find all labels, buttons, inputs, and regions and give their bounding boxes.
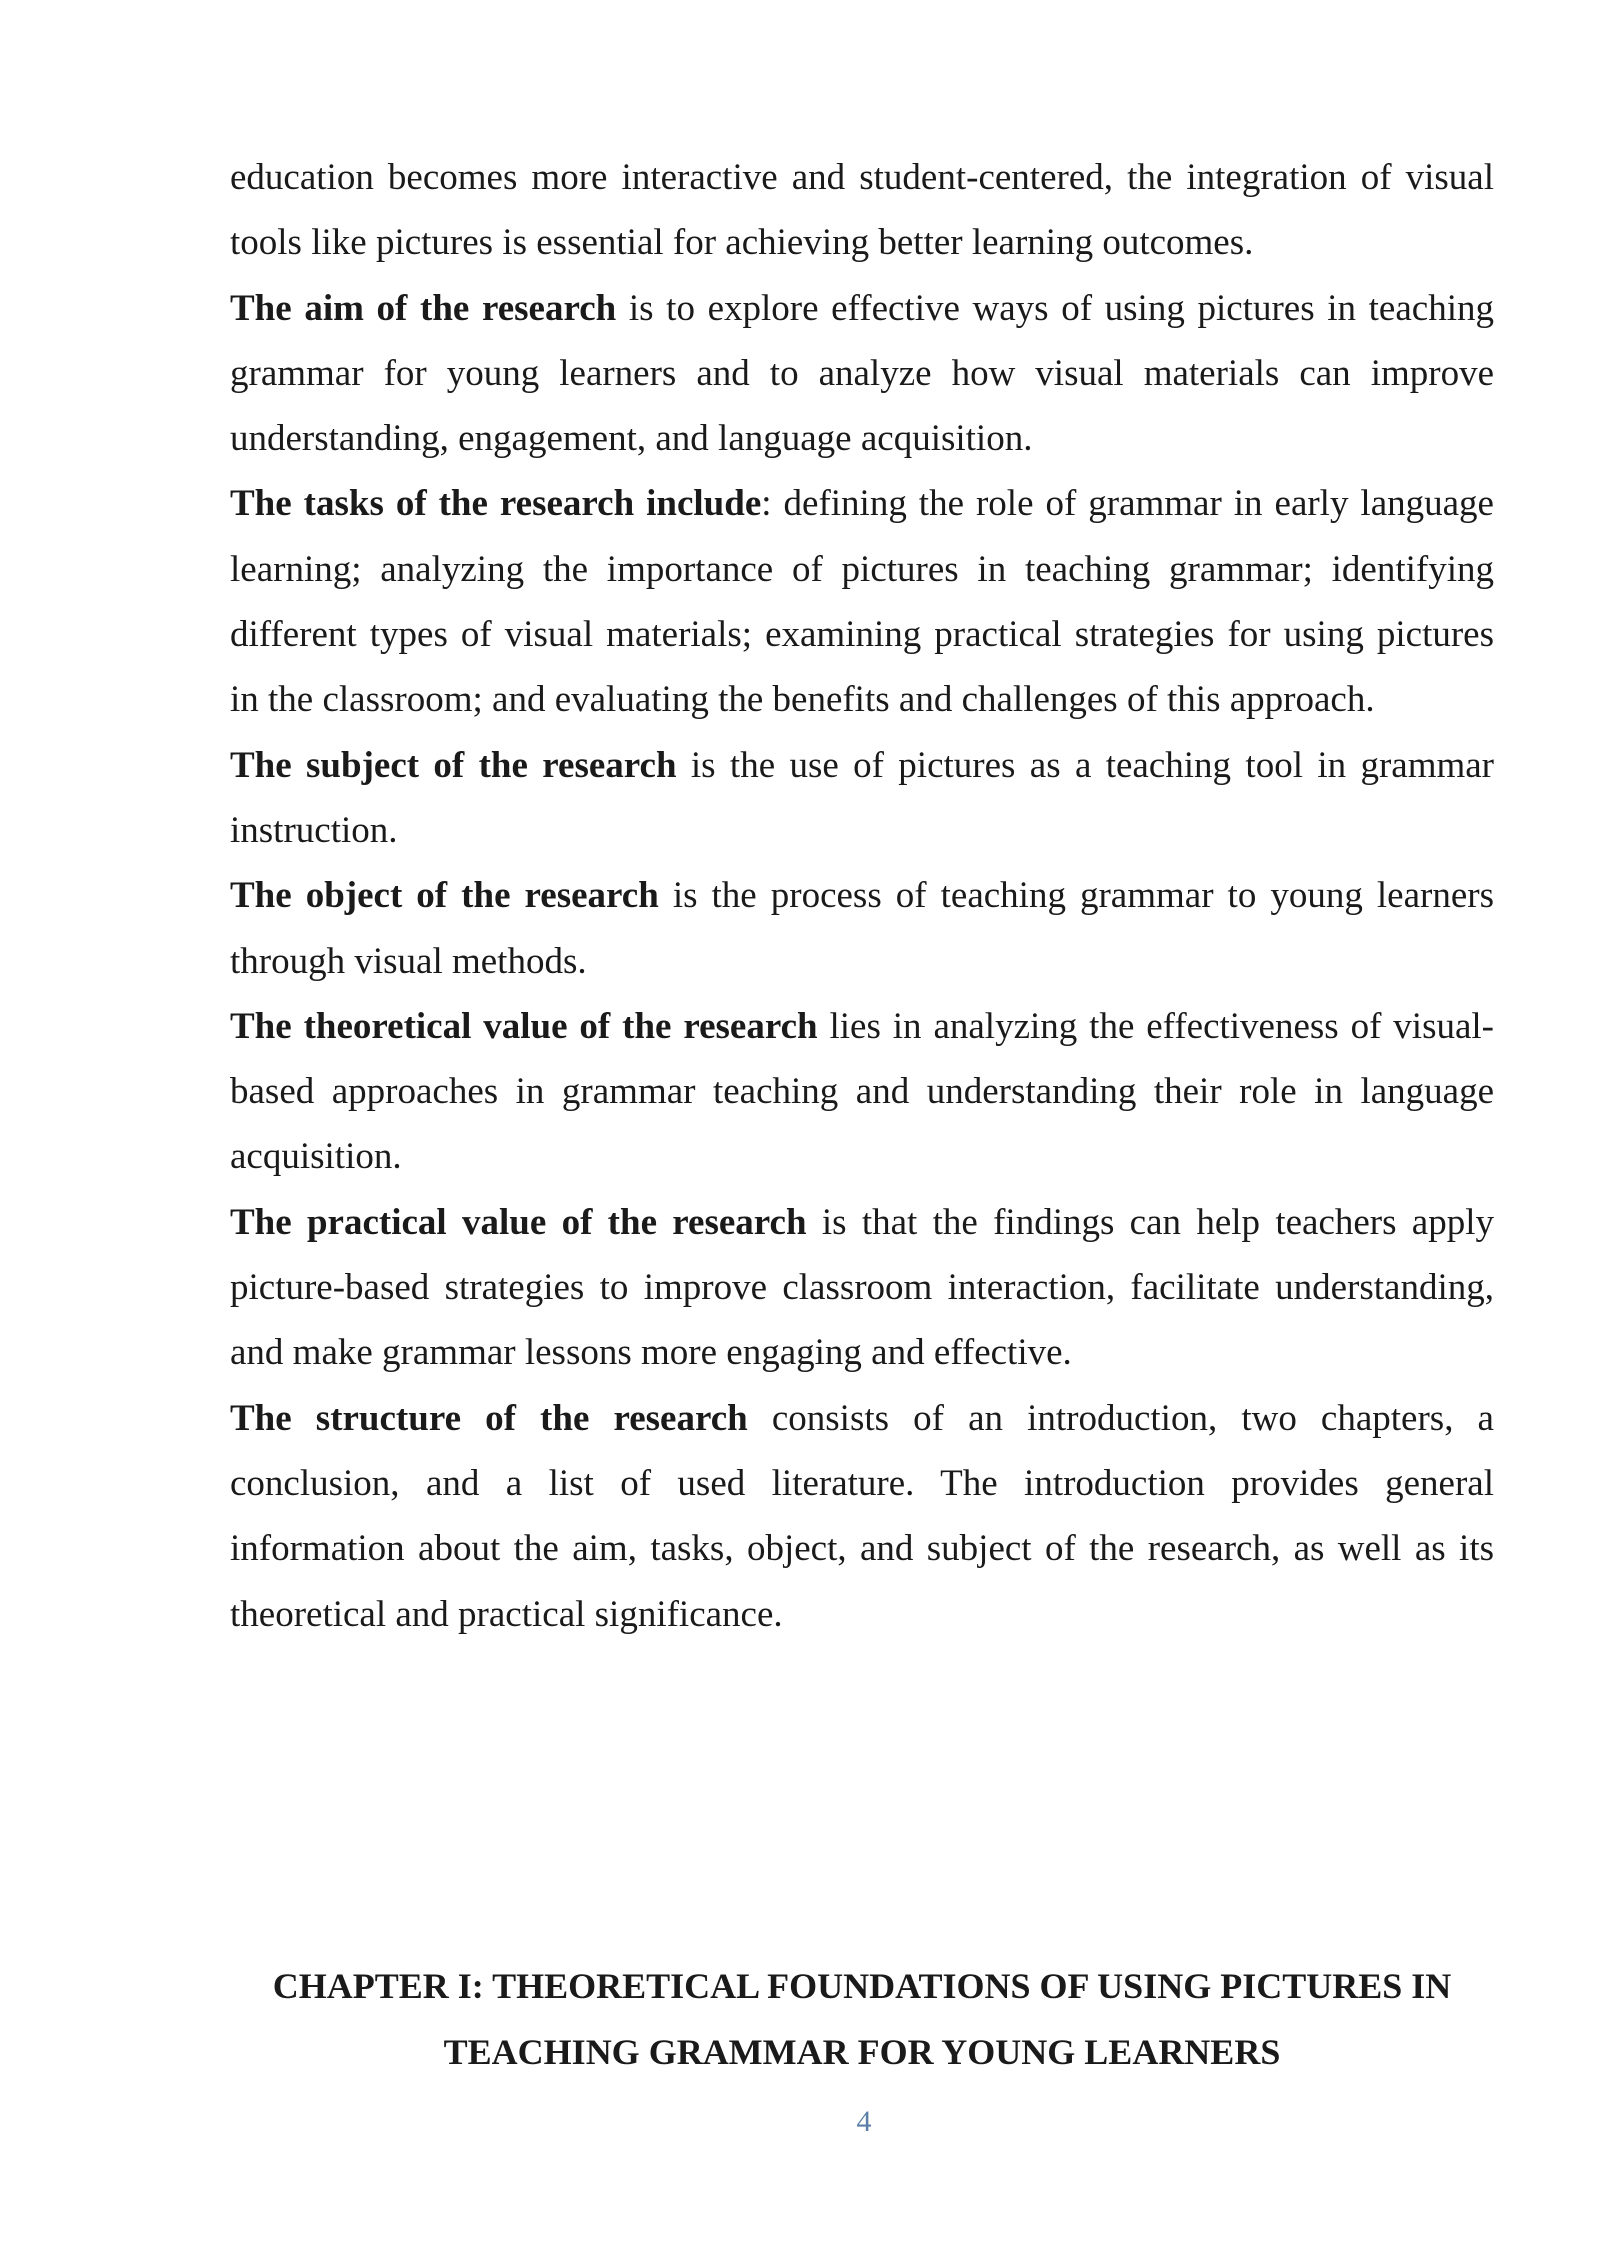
chapter-heading-line-2: TEACHING GRAMMAR FOR YOUNG LEARNERS (443, 2032, 1281, 2072)
paragraph-practical-value (230, 1190, 1494, 1386)
paragraph-lead: The theoretical value of the research (230, 1005, 818, 1047)
paragraph-object (230, 863, 1494, 994)
paragraph-lead: The structure of the research (230, 1397, 748, 1439)
chapter-heading-line-1: CHAPTER I: THEORETICAL FOUNDATIONS OF USING PICTURES IN (272, 1966, 1452, 2006)
paragraph-aim (230, 276, 1494, 472)
paragraph-lead: The tasks of the research include (230, 483, 762, 525)
paragraph-lead: The object of the research (230, 875, 659, 917)
page-number: 4 (856, 2105, 872, 2138)
paragraph-text: is the use of pictures as a teaching tool in grammar instruction. (230, 744, 1494, 851)
body-text (230, 145, 1494, 1647)
paragraph-lead: The practical value of the research (230, 1201, 807, 1243)
paragraph-structure (230, 1386, 1494, 1647)
paragraph-text: is to explore effective ways of using pictures in teaching grammar for young learners and to analyze how visual materials can improve understanding, engagement, and language acquisition. (230, 287, 1494, 460)
paragraph-text: education becomes more interactive and student-centered, the integration of visual tools like pictures is essential for achieving better learning outcomes. (230, 157, 1494, 264)
paragraph-text: lies in analyzing the effectiveness of visual-based approaches in grammar teaching and understanding their role in language acquisition. (230, 1005, 1494, 1178)
chapter-heading (230, 1953, 1494, 2085)
paragraph-lead: The aim of the research (230, 287, 617, 329)
paragraph-lead: The subject of the research (230, 744, 677, 786)
paragraph-text: is the process of teaching grammar to young learners through visual methods. (230, 875, 1494, 982)
paragraph-intro-continuation (230, 145, 1494, 276)
paragraph-text: : defining the role of grammar in early language learning; analyzing the importance of pictures in teaching grammar; identifying different types of visual materials; examining practical strategies for using pictures in the classroom; and evaluating the benefits and challenges of this approach. (230, 483, 1494, 721)
paragraph-text: consists of an introduction, two chapters, a conclusion, and a list of used literature. The introduction provides general information about the aim, tasks, object, and subject of the research, as well as its theoretical and practical significance. (230, 1397, 1494, 1635)
paragraph-text: is that the findings can help teachers apply picture-based strategies to improve classroom interaction, facilitate understanding, and make grammar lessons more engaging and effective. (230, 1201, 1494, 1374)
paragraph-theoretical-value (230, 994, 1494, 1190)
paragraph-tasks (230, 471, 1494, 732)
paragraph-subject (230, 733, 1494, 864)
